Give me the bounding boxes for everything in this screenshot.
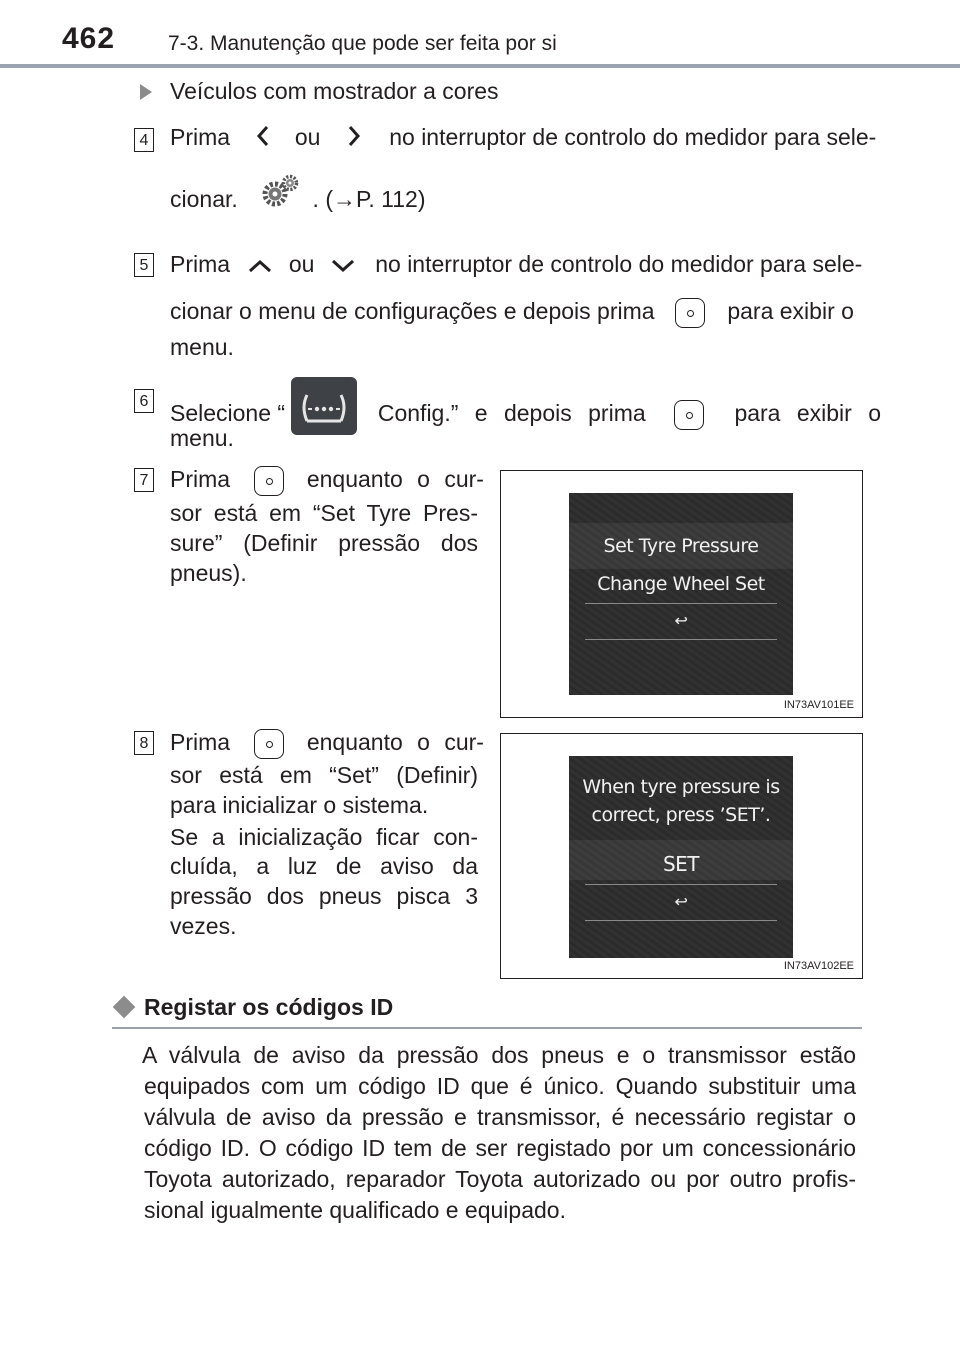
section-title: Registar os códigos ID: [144, 994, 394, 1020]
step-7-line-1: [170, 466, 484, 496]
step-text: no interruptor de controlo do medidor para sele-: [375, 251, 863, 277]
step-number: 7: [134, 468, 154, 492]
back-icon: ↩: [674, 611, 688, 630]
display-screen: [569, 756, 793, 958]
step-text: para exibir o: [734, 400, 882, 427]
step-6-line-1: [170, 387, 882, 443]
chapter-title: 7-3. Manutenção que pode ser feita por si: [168, 32, 557, 55]
arrow-symbol: →: [333, 186, 356, 212]
step-text: . (: [312, 186, 333, 212]
step-text: Selecione “: [170, 400, 286, 427]
step-text: para exibir o: [727, 298, 854, 325]
step-number: 8: [134, 731, 154, 755]
diamond-bullet-icon: [113, 996, 136, 1019]
ok-button-icon: [254, 466, 284, 496]
chevron-up-icon: [248, 252, 272, 279]
ok-button-icon: [254, 729, 284, 759]
display-screen: [569, 493, 793, 695]
screen-divider: [585, 920, 777, 921]
triangle-bullet-icon: [140, 84, 152, 100]
section-body: A válvula de aviso da pressão dos pneus e o transmissor estão equipados com um código ID que é único. Quando substituir uma válvula de aviso da pressão e transmissor, é necessário registar o código ID. O código ID tem de ser registado por um concessionário Toyota autorizado, reparador Toyota autorizado ou por outro profis- sional igualmente qualificado e equipado.: [142, 1042, 856, 1223]
step-text: pressão dos pneus pisca 3: [170, 883, 478, 909]
back-icon: ↩: [674, 892, 688, 911]
menu-item: Change Wheel Set: [597, 573, 765, 595]
step-text: Prima: [170, 251, 231, 277]
step-text: para inicializar o sistema.: [170, 792, 429, 818]
figure-set-tyre-pressure: [500, 470, 863, 718]
step-text: enquanto o cur-: [306, 729, 484, 756]
page-reference: P. 112): [356, 186, 426, 212]
menu-item: Set Tyre Pressure: [603, 535, 759, 557]
step-4-line-1: [170, 124, 877, 153]
screen-divider: [585, 639, 777, 640]
step-text: cionar o menu de configurações e depois prima: [170, 298, 655, 325]
step-text: sure” (Definir pressão dos: [170, 530, 478, 556]
step-text: Prima: [170, 124, 231, 150]
step-8-line-1: [170, 729, 484, 759]
screen-message: When tyre pressure is: [582, 776, 780, 798]
chevron-left-icon: [256, 125, 270, 153]
step-text: menu.: [170, 334, 234, 360]
ok-button-icon: [675, 298, 705, 328]
step-text: cionar.: [170, 186, 238, 212]
step-text: sor está em “Set Tyre Pres-: [170, 500, 478, 526]
step-text: no interruptor de controlo do medidor para sele-: [389, 124, 877, 150]
step-text: enquanto o cur-: [306, 466, 484, 493]
figure-code: IN73AV101EE: [783, 699, 854, 711]
chevron-down-icon: [331, 252, 355, 279]
tyre-pressure-settings-icon: [291, 377, 357, 441]
step-5-line-1: [170, 251, 862, 279]
step-text: vezes.: [170, 913, 237, 939]
step-text: ou: [294, 124, 321, 150]
step-text: Se a inicialização ficar con-: [170, 824, 478, 850]
step-text: Prima: [170, 466, 231, 493]
page-number: 462: [62, 22, 116, 55]
section-divider: [112, 1027, 862, 1029]
step-text: sor está em “Set” (Definir): [170, 762, 478, 788]
step-4-line-2: [170, 186, 425, 214]
step-5-line-2: [170, 298, 854, 328]
ok-button-icon: [674, 400, 704, 430]
screen-divider: [585, 603, 777, 604]
figure-set-confirm: [500, 733, 863, 979]
set-option: SET: [662, 852, 700, 876]
step-text: ou: [288, 251, 315, 277]
gear-settings-icon: [260, 174, 300, 214]
step-number: 5: [134, 253, 154, 277]
step-text: Prima: [170, 729, 231, 756]
chevron-right-icon: [347, 125, 361, 153]
header-divider: [0, 64, 960, 68]
step-text: menu.: [170, 425, 234, 451]
screen-divider: [585, 884, 777, 885]
step-text: Config.” e depois prima: [377, 400, 646, 427]
step-text: pneus).: [170, 560, 247, 586]
step-text: cluída, a luz de aviso da: [170, 853, 478, 879]
step-number: 6: [134, 389, 154, 413]
screen-message: correct, press ’SET’.: [591, 804, 771, 826]
subheading: Veículos com mostrador a cores: [170, 78, 499, 104]
step-number: 4: [134, 128, 154, 152]
figure-code: IN73AV102EE: [783, 960, 854, 972]
